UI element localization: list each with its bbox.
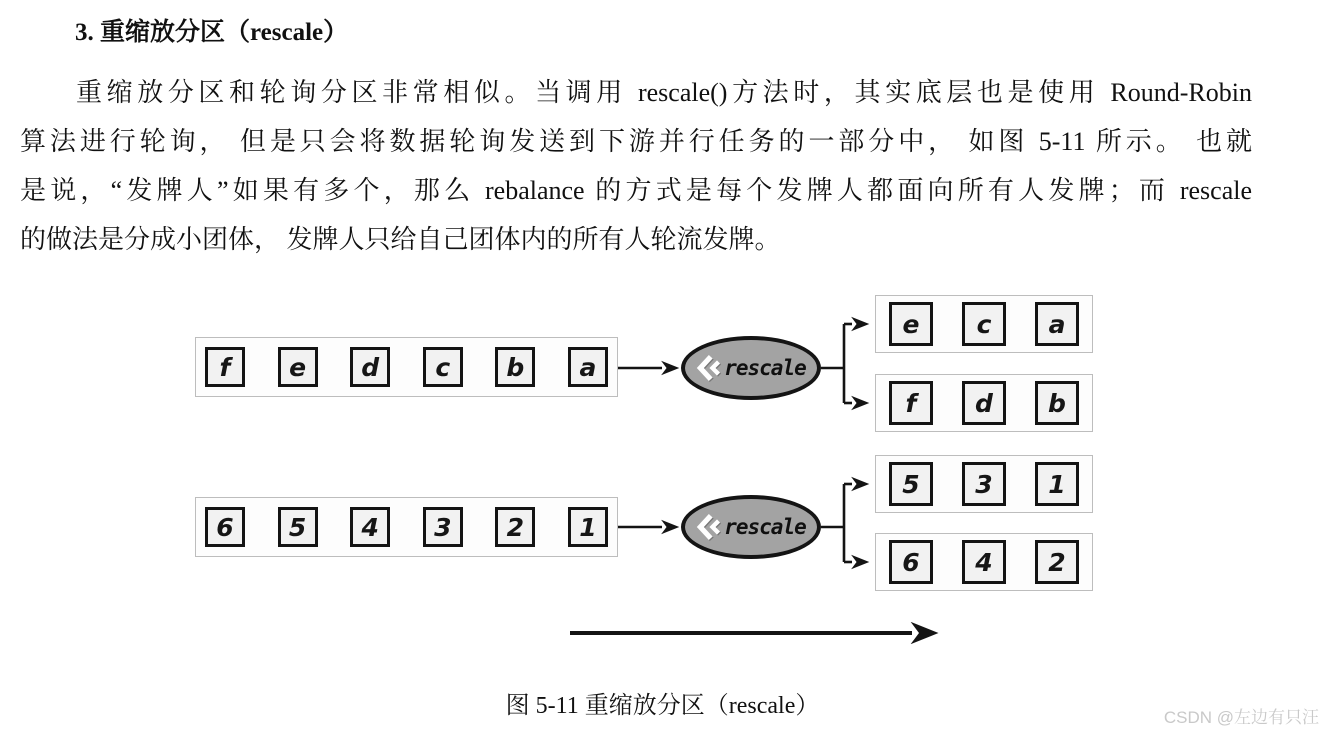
input-row-numbers bbox=[195, 497, 618, 557]
paragraph-line: 的做法是分成小团体， 发牌人只给自己团体内的所有人轮流发牌。 bbox=[20, 225, 781, 254]
data-box: 2 bbox=[495, 507, 535, 547]
data-box: b bbox=[495, 347, 535, 387]
paragraph-line: 是说，“发牌人”如果有多个，那么 rebalance 的方式是每个发牌人都面向所有人发牌；而 rescale bbox=[20, 176, 1252, 205]
rescale-operator-1 bbox=[681, 336, 821, 400]
data-box: f bbox=[205, 347, 245, 387]
data-box: c bbox=[423, 347, 463, 387]
data-box: 5 bbox=[278, 507, 318, 547]
data-box: 3 bbox=[962, 462, 1006, 506]
data-box: d bbox=[962, 381, 1006, 425]
data-box: d bbox=[350, 347, 390, 387]
data-box: 5 bbox=[889, 462, 933, 506]
figure-caption: 图 5-11 重缩放分区（rescale） bbox=[505, 693, 820, 719]
data-box: 6 bbox=[889, 540, 933, 584]
data-box: 4 bbox=[962, 540, 1006, 584]
watermark: CSDN @左边有只汪 bbox=[1163, 708, 1319, 727]
paragraph-line: 重缩放分区和轮询分区非常相似。当调用 rescale()方法时，其实底层也是使用 Round-Robin bbox=[76, 78, 1252, 107]
output-row-numbers-1 bbox=[875, 455, 1093, 513]
data-box: 2 bbox=[1035, 540, 1079, 584]
double-left-chevron-icon bbox=[696, 353, 722, 383]
input-row-letters bbox=[195, 337, 618, 397]
output-row-letters-1 bbox=[875, 295, 1093, 353]
operator-label: rescale bbox=[724, 515, 806, 539]
data-box: 6 bbox=[205, 507, 245, 547]
data-box: e bbox=[278, 347, 318, 387]
data-box: f bbox=[889, 381, 933, 425]
data-box: a bbox=[568, 347, 608, 387]
paragraph-line: 算法进行轮询， 但是只会将数据轮询发送到下游并行任务的一部分中， 如图 5-11 所示。 也就 bbox=[20, 127, 1252, 156]
branch-lines-1 bbox=[821, 324, 844, 403]
data-box: 3 bbox=[423, 507, 463, 547]
data-box: 1 bbox=[1035, 462, 1079, 506]
data-box: 4 bbox=[350, 507, 390, 547]
data-box: 1 bbox=[568, 507, 608, 547]
body-paragraph bbox=[20, 68, 1252, 264]
branch-lines-2 bbox=[821, 484, 844, 562]
data-box: b bbox=[1035, 381, 1079, 425]
section-heading: 3. 重缩放分区（rescale） bbox=[75, 19, 349, 46]
rescale-operator-2 bbox=[681, 495, 821, 559]
operator-label: rescale bbox=[724, 356, 806, 380]
data-box: c bbox=[962, 302, 1006, 346]
data-box: e bbox=[889, 302, 933, 346]
output-row-numbers-2 bbox=[875, 533, 1093, 591]
data-box: a bbox=[1035, 302, 1079, 346]
output-row-letters-2 bbox=[875, 374, 1093, 432]
double-left-chevron-icon bbox=[696, 512, 722, 542]
